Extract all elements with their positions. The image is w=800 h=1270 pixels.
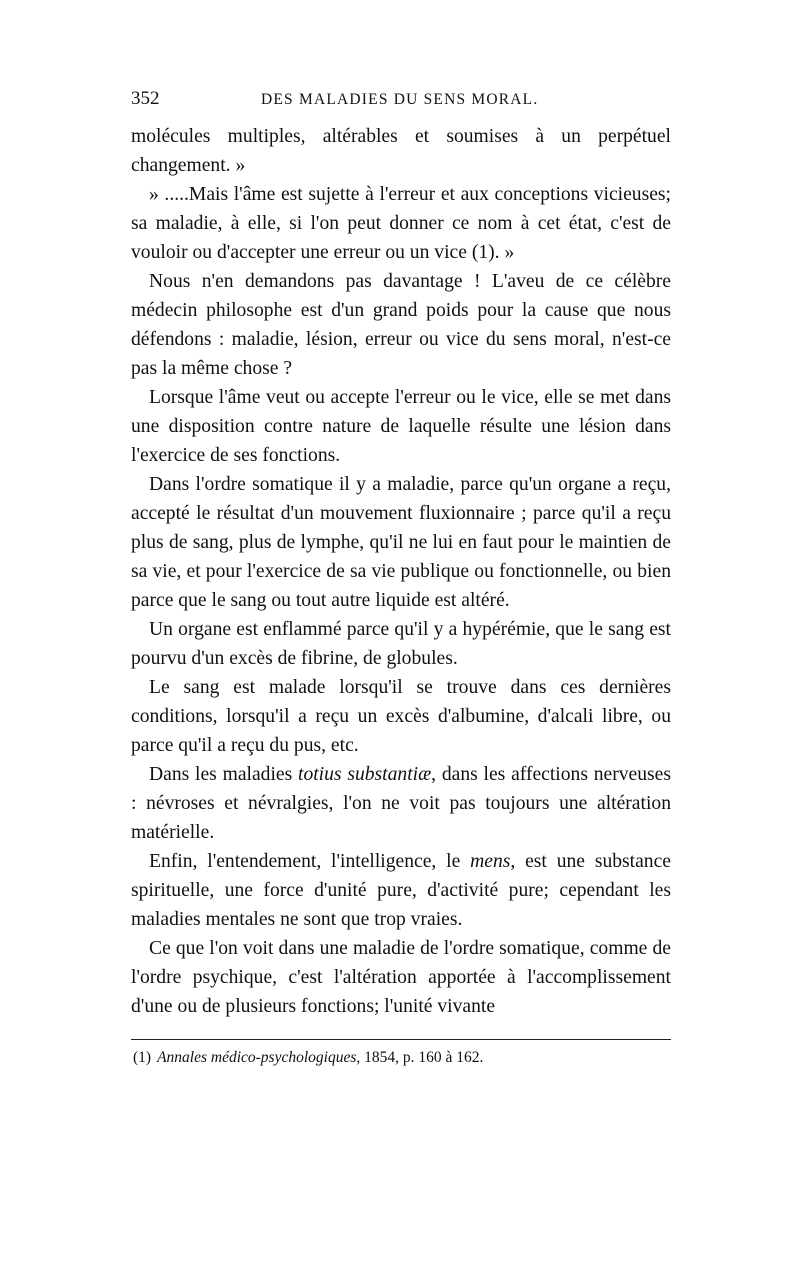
text-run: Un organe est enflammé parce qu'il y a hypérémie, que le sang est pourvu d'un excès de fibrine, de globules. (131, 619, 671, 669)
text-run: Ce que l'on voit dans une maladie de l'ordre somatique, comme de l'ordre psychique, c'est l'altération apportée à l'accomplissement d'une ou de plusieurs fonctions; l'unité vivante (131, 938, 671, 1017)
footnote-divider (131, 1039, 671, 1040)
book-page (131, 88, 671, 1068)
text-run: , est une substance spirituelle, une force d'unité pure, d'activité pure; cependant les maladies mentales ne sont que trop vraies. (131, 851, 671, 930)
text-run: Le sang est malade lorsqu'il se trouve dans ces dernières conditions, lorsqu'il a reçu un excès d'albumine, d'alcali libre, ou parce qu'il a reçu du pus, etc. (131, 677, 671, 756)
text-run: Nous n'en demandons pas davantage ! L'aveu de ce célèbre médecin philosophe est d'un grand poids pour la cause que nous défendons : maladie, lésion, erreur ou vice du sens moral, n'est-ce pas la même chose ? (131, 271, 671, 379)
text-run: Enfin, l'entendement, l'intelligence, le (149, 851, 471, 872)
paragraph (131, 934, 671, 1021)
text-run: molécules multiples, altérables et soumises à un perpétuel changement. » (131, 126, 671, 176)
text-run: » .....Mais l'âme est sujette à l'erreur et aux conceptions vicieuses; sa maladie, à elle, si l'on peut donner ce nom à cet état, c'est de vouloir ou d'accepter une erreur ou un vice (1). » (131, 184, 671, 263)
body-text (131, 122, 671, 1021)
footnote (131, 1048, 671, 1068)
paragraph (131, 122, 671, 180)
running-title: DES MALADIES DU SENS MORAL. (261, 91, 539, 108)
footnote-details: , 1854, p. 160 à 162. (356, 1049, 484, 1066)
text-run: , dans les affections nerveuses : névroses et névralgies, l'on ne voit pas toujours une altération matérielle. (131, 764, 671, 843)
paragraph (131, 180, 671, 267)
paragraph (131, 470, 671, 615)
footnote-mark: (1) (133, 1049, 152, 1066)
text-run: Lorsque l'âme veut ou accepte l'erreur ou le vice, elle se met dans une disposition contre nature de laquelle résulte une lésion dans l'exercice de ses fonctions. (131, 387, 671, 466)
paragraph (131, 673, 671, 760)
paragraph (131, 267, 671, 383)
footnote-source: Annales médico-psychologiques (157, 1049, 357, 1066)
page-header (131, 88, 671, 116)
page-number: 352 (131, 88, 160, 109)
paragraph (131, 383, 671, 470)
paragraph (131, 615, 671, 673)
italic-phrase: totius substantiæ (298, 764, 432, 785)
text-run: Dans l'ordre somatique il y a maladie, parce qu'un organe a reçu, accepté le résultat d'un mouvement fluxionnaire ; parce qu'il a reçu plus de sang, plus de lymphe, qu'il ne lui en faut pour le maintien de sa vie, et pour l'exercice de sa vie publique ou fonctionnelle, ou bien parce que le sang ou tout autre liquide est altéré. (131, 474, 671, 611)
paragraph (131, 760, 671, 847)
paragraph (131, 847, 671, 934)
italic-phrase: mens (470, 851, 511, 872)
text-run: Dans les maladies (149, 764, 298, 785)
